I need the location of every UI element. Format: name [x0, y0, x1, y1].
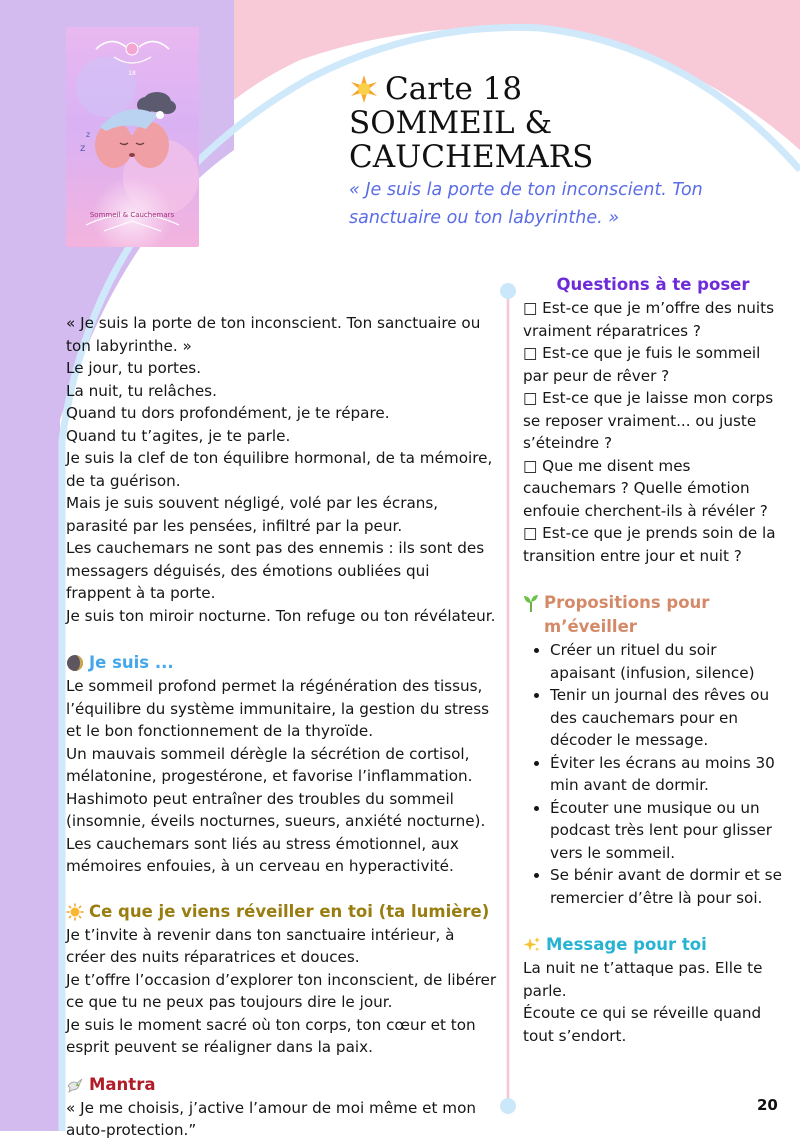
star-icon — [349, 74, 379, 104]
svg-text:z: z — [80, 143, 86, 154]
message-title: Message pour toi — [546, 935, 707, 954]
sun-icon — [66, 903, 84, 921]
card-illustration — [66, 27, 199, 247]
mantra-heading — [66, 1073, 498, 1097]
je-suis-heading — [66, 651, 498, 675]
je-suis-line: Le sommeil profond permet la régénération des tissus, l’équilibre du système immunitaire, la gestion du stress et le bon fonctionnement de la thyroïde. — [66, 677, 490, 740]
header-quote: « Je suis la porte de ton inconscient. Ton sanctuaire ou ton labyrinthe. » — [349, 180, 703, 228]
dove-icon — [66, 1076, 84, 1094]
je-suis-title: Je suis ... — [89, 653, 174, 672]
page-title: Carte 18 — [385, 71, 523, 107]
page-header — [349, 72, 769, 232]
list-item: • Créer un rituel du soir apaisant (infusion, silence) — [550, 639, 783, 684]
je-suis-line: Un mauvais sommeil dérègle la sécrétion de cortisol, mélatonine, progestérone, et favorise l’inflammation. — [66, 744, 473, 785]
intro-line: Je suis la clef de ton équilibre hormonal, de ta mémoire, de ta guérison. — [66, 449, 493, 490]
mantra-title: Mantra — [89, 1074, 156, 1094]
intro-line: Les cauchemars ne sont pas des ennemis : ils sont des messagers déguisés, des émotions oubliées qui frappent à ta porte. — [66, 539, 485, 602]
left-column — [66, 312, 498, 1142]
intro-line: La nuit, tu relâches. — [66, 381, 217, 400]
intro-line: Mais je suis souvent négligé, volé par les écrans, parasité par les pensées, infiltré par la peur. — [66, 494, 439, 535]
right-column — [523, 273, 783, 1047]
je-suis-line: Les cauchemars sont liés au stress émotionnel, aux mémoires enfouies, à un cerveau en hyperactivité. — [66, 834, 459, 875]
message-line: Écoute ce qui se réveille quand tout s’endort. — [523, 1004, 762, 1045]
card-caption: Sommeil & Cauchemars — [89, 211, 175, 219]
message-section — [523, 933, 783, 1047]
mantra-text: « Je me choisis, j’active l’amour de moi même et mon auto-protection.” — [66, 1098, 476, 1139]
list-item: • Tenir un journal des rêves ou des cauchemars pour en décoder le message. — [550, 684, 783, 752]
lumiere-line: Je suis le moment sacré où ton corps, ton cœur et ton esprit peuvent se réaligner dans la paix. — [66, 1015, 476, 1056]
intro-line: Quand tu t’agites, je te parle. — [66, 426, 291, 445]
message-line: La nuit ne t’attaque pas. Elle te parle. — [523, 959, 763, 1000]
intro-line: Le jour, tu portes. — [66, 359, 202, 377]
questions-heading: Questions à te poser — [556, 275, 750, 294]
intro-text — [66, 312, 498, 627]
sparkles-icon — [523, 936, 541, 954]
question-item: □ Est-ce que je laisse mon corps se reposer vraiment... ou juste s’éteindre ? — [523, 389, 774, 452]
intro-line: Je suis ton miroir nocturne. Ton refuge ou ton révélateur. — [66, 606, 496, 625]
lumiere-line: Je t’offre l’occasion d’explorer ton inconscient, de libérer ce que tu ne peux pas toujours dire le jour. — [66, 970, 497, 1011]
question-item: □ Est-ce que je m’offre des nuits vraiment réparatrices ? — [523, 299, 774, 340]
page-number: 20 — [757, 1096, 778, 1114]
title-line-1 — [349, 72, 769, 106]
question-item: □ Est-ce que je fuis le sommeil par peur de rêver ? — [523, 344, 761, 385]
card-number: 18 — [128, 70, 136, 77]
svg-text:z: z — [86, 130, 91, 139]
card-image — [66, 27, 199, 247]
lumiere-line: Je t’invite à revenir dans ton sanctuaire intérieur, à créer des nuits réparatrices et douces. — [66, 925, 455, 966]
intro-line: Quand tu dors profondément, je te répare. — [66, 404, 390, 422]
propositions-list — [523, 639, 783, 909]
divider-dot-bottom — [500, 1098, 516, 1114]
mantra-section — [66, 1073, 498, 1142]
propositions-section — [523, 591, 783, 909]
list-item: • Se bénir avant de dormir et se remercier d’être là pour soi. — [550, 864, 783, 909]
title-line-3: CAUCHEMARS — [349, 139, 594, 175]
list-item: • Éviter les écrans au moins 30 min avant de dormir. — [550, 752, 783, 797]
lumiere-heading — [66, 900, 498, 924]
je-suis-line: Hashimoto peut entraîner des troubles du sommeil (insomnie, éveils nocturnes, sueurs, anxiété nocturne). — [66, 789, 486, 830]
lumiere-title: Ce que je viens réveiller en toi (ta lumière) — [89, 901, 490, 921]
question-item: □ Que me disent mes cauchemars ? Quelle émotion enfouie cherchent-ils à révéler ? — [523, 456, 768, 520]
question-item: □ Est-ce que je prends soin de la transition entre jour et nuit ? — [523, 524, 776, 565]
intro-line: « Je suis la porte de ton inconscient. Ton sanctuaire ou ton labyrinthe. » — [66, 314, 481, 355]
seedling-icon — [523, 593, 539, 613]
je-suis-section — [66, 651, 498, 878]
divider-dot-top — [500, 283, 516, 299]
list-item: • Écouter une musique ou un podcast très lent pour glisser vers le sommeil. — [550, 797, 783, 865]
questions-section — [523, 273, 783, 567]
propositions-title: Propositions pour m’éveiller — [544, 593, 710, 636]
title-line-2: SOMMEIL & — [349, 105, 553, 141]
lumiere-section — [66, 900, 498, 1059]
propositions-heading — [523, 591, 783, 639]
message-heading — [523, 933, 783, 957]
moon-icon — [66, 654, 84, 672]
